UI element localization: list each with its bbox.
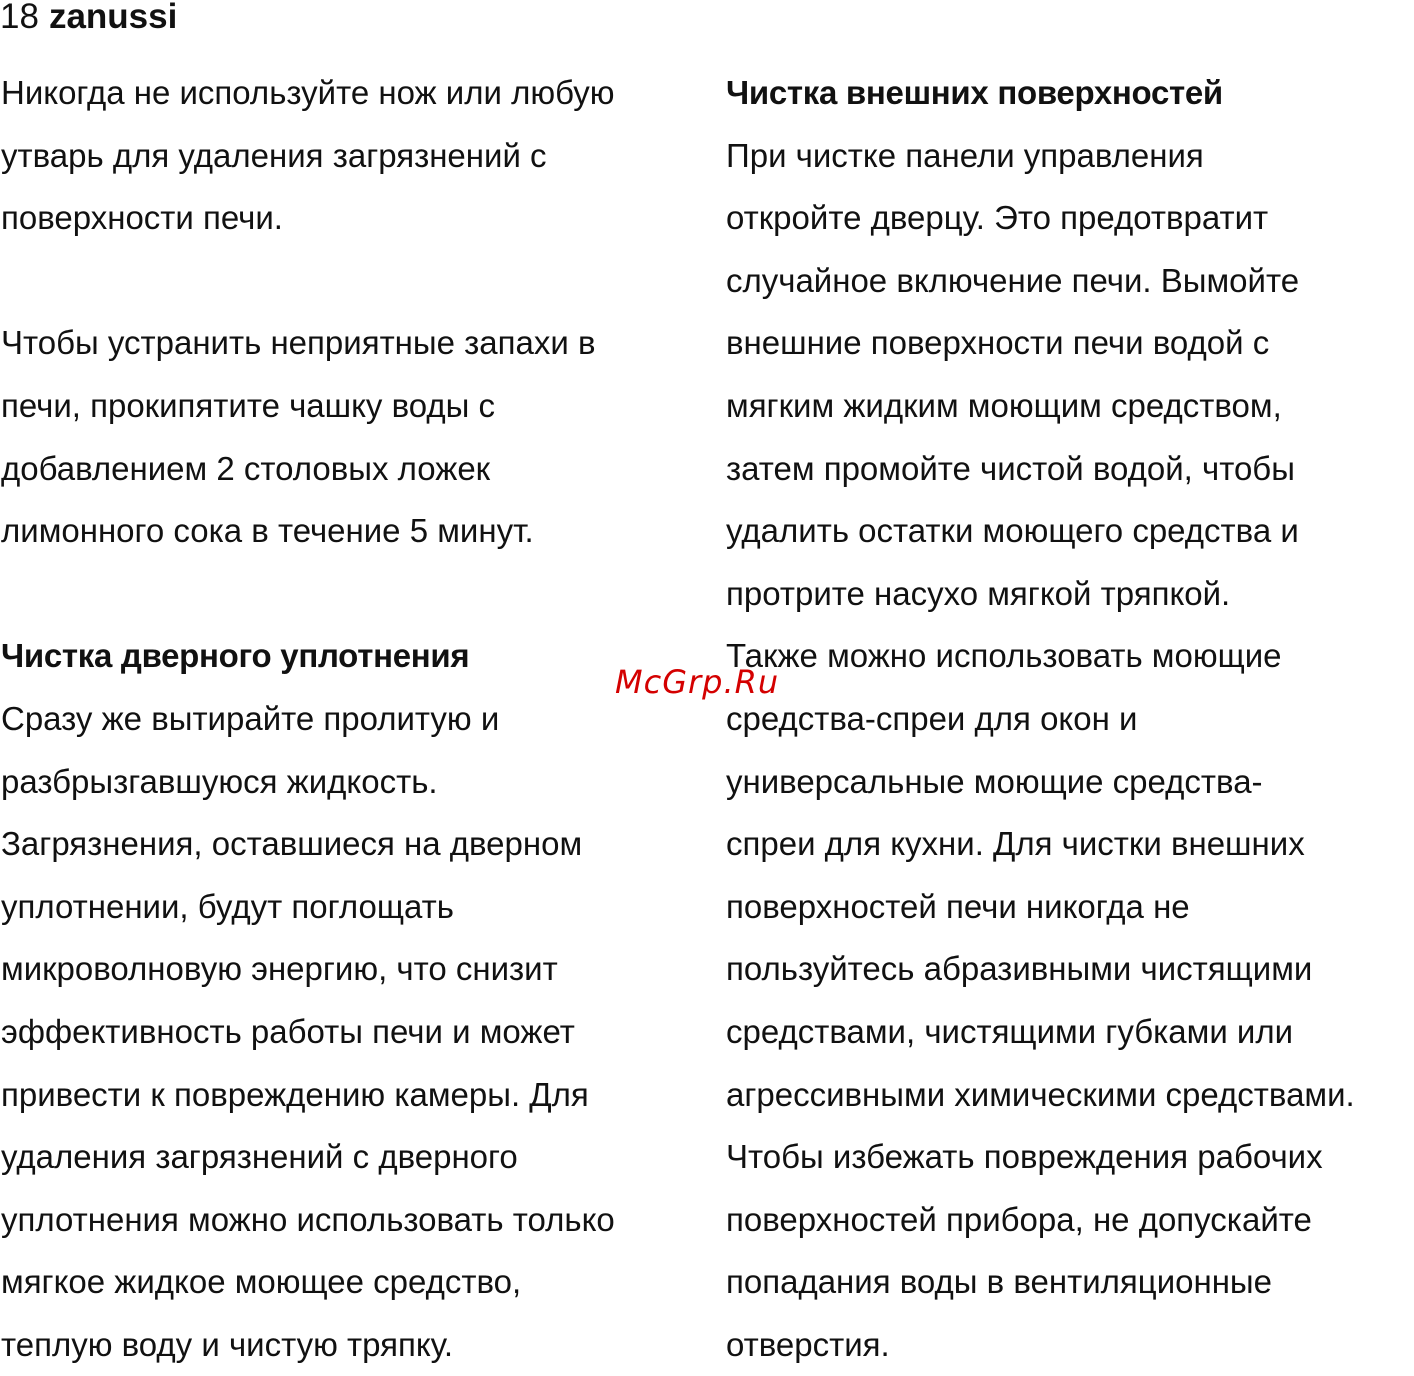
paragraph-line: лимонного сока в течение 5 минут. <box>1 512 534 550</box>
section-heading: Чистка дверного уплотнения <box>1 637 470 675</box>
paragraph-line: Загрязнения, оставшиеся на дверном <box>1 825 583 863</box>
page-header <box>0 0 177 40</box>
brand-logo-text: zanussi <box>48 0 178 36</box>
left-column <box>1 62 701 1376</box>
paragraph-line: микроволновую энергию, что снизит <box>1 950 558 988</box>
paragraph-line: привести к повреждению камеры. Для <box>1 1075 589 1113</box>
paragraph-line: Также можно использовать моющие <box>726 637 1282 675</box>
paragraph-line: Сразу же вытирайте пролитую и <box>1 699 500 737</box>
paragraph-line: уплотнения можно использовать только <box>1 1200 615 1238</box>
paragraph-line: При чистке панели управления <box>726 136 1204 174</box>
paragraph-line: спреи для кухни. Для чистки внешних <box>726 825 1305 863</box>
paragraph-line: агрессивными химическими средствами. <box>726 1075 1355 1113</box>
paragraph-line: поверхностей печи никогда не <box>726 887 1190 925</box>
right-column <box>726 62 1414 1376</box>
blank-line <box>1 563 701 626</box>
paragraph-line: затем промойте чистой водой, чтобы <box>726 449 1295 487</box>
watermark: McGrp.Ru <box>615 663 780 701</box>
paragraph-line: Чтобы устранить неприятные запахи в <box>1 324 596 362</box>
paragraph-line: универсальные моющие средства- <box>726 762 1263 800</box>
paragraph-line: утварь для удаления загрязнений с <box>1 136 547 174</box>
paragraph-line: Чтобы избежать повреждения рабочих <box>726 1138 1323 1176</box>
paragraph-line: печи, прокипятите чашку воды с <box>1 386 496 424</box>
blank-line <box>1 250 701 313</box>
paragraph-line: Никогда не используйте нож или любую <box>1 74 615 111</box>
page-number: 18 <box>0 0 39 36</box>
paragraph-line: отверстия. <box>726 1325 890 1363</box>
paragraph-line: протрите насухо мягкой тряпкой. <box>726 574 1231 612</box>
paragraph-line: средства-спреи для окон и <box>726 699 1138 737</box>
paragraph-line: удалить остатки моющего средства и <box>726 512 1299 550</box>
paragraph-line: теплую воду и чистую тряпку. <box>1 1325 453 1363</box>
paragraph-line: эффективность работы печи и может <box>1 1012 575 1050</box>
paragraph-line: внешние поверхности печи водой с <box>726 324 1270 362</box>
paragraph-line: пользуйтесь абразивными чистящими <box>726 950 1313 988</box>
section-heading: Чистка внешних поверхностей <box>726 74 1223 111</box>
paragraph-line: попадания воды в вентиляционные <box>726 1263 1272 1301</box>
paragraph-line: удаления загрязнений с дверного <box>1 1138 518 1176</box>
paragraph-line: мягким жидким моющим средством, <box>726 386 1282 424</box>
paragraph-line: поверхности печи. <box>1 199 283 237</box>
paragraph-line: мягкое жидкое моющее средство, <box>1 1263 522 1301</box>
paragraph-line: добавлением 2 столовых ложек <box>1 449 491 487</box>
paragraph-line: разбрызгавшуюся жидкость. <box>1 762 438 800</box>
paragraph-line: откройте дверцу. Это предотвратит <box>726 199 1269 237</box>
paragraph-line: поверхностей прибора, не допускайте <box>726 1200 1312 1238</box>
paragraph-line: случайное включение печи. Вымойте <box>726 261 1300 299</box>
paragraph-line: средствами, чистящими губками или <box>726 1012 1294 1050</box>
paragraph-line: уплотнении, будут поглощать <box>1 887 454 925</box>
